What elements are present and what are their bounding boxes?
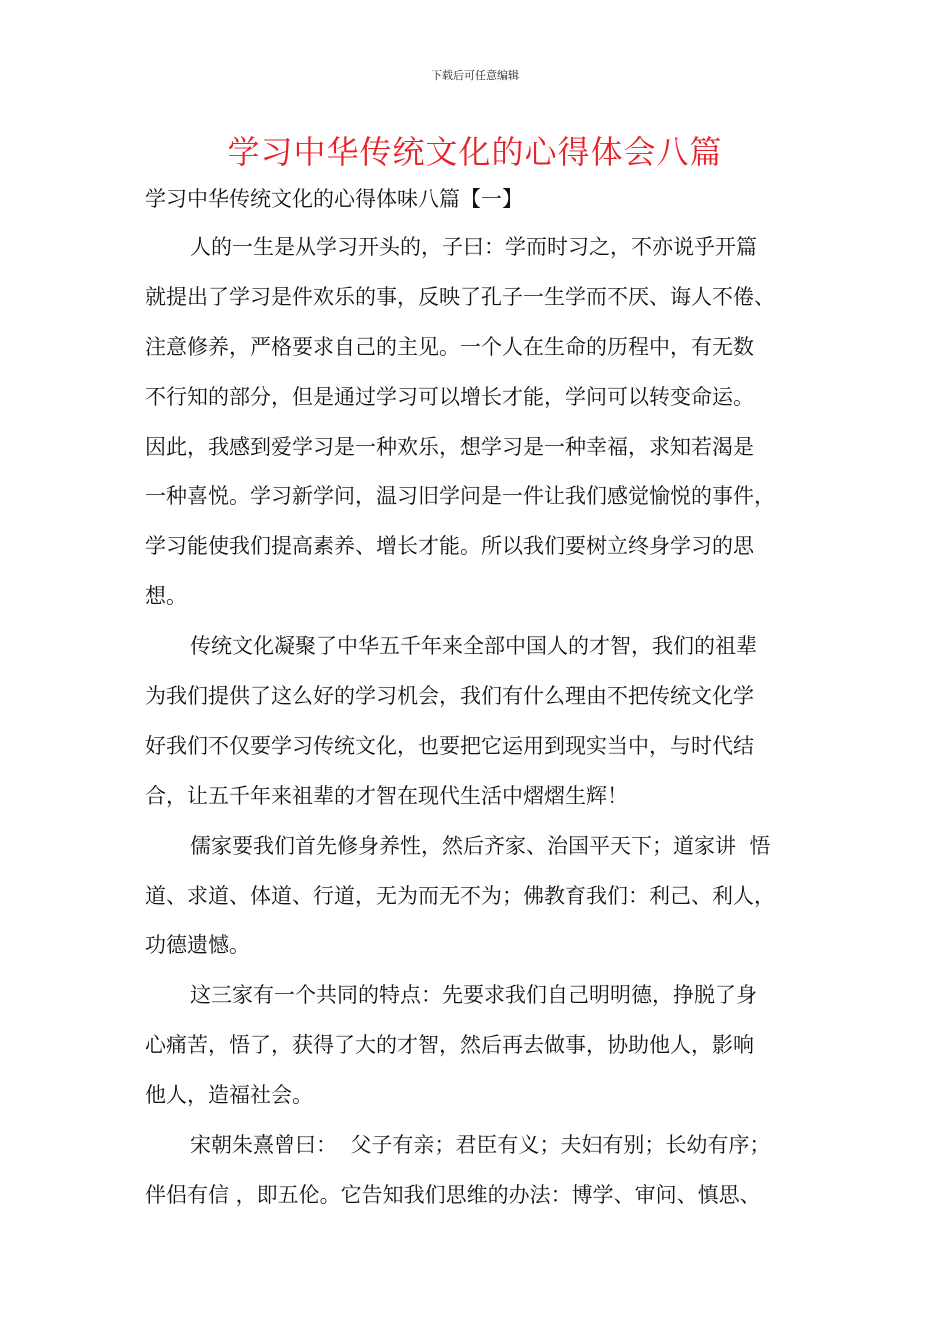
text-line: 道、求道、体道、行道，无为而无不为；佛教育我们：利己、利人， xyxy=(145,883,775,908)
text-line: 功德遗憾。 xyxy=(145,933,250,958)
text-line: 为我们提供了这么好的学习机会，我们有什么理由不把传统文化学 xyxy=(145,684,754,709)
text-line: 一种喜悦。学习新学问，温习旧学问是一件让我们感觉愉悦的事件， xyxy=(145,484,775,509)
text-line: 伴侣有信 ，即五伦。它告知我们思维的办法：博学、审问、慎思、 xyxy=(145,1182,761,1207)
document-title: 学习中华传统文化的心得体会八篇 xyxy=(227,133,723,171)
text-line: 学习能使我们提高素养、增长才能。所以我们要树立终身学习的思 xyxy=(145,534,754,559)
text-line: 就提出了学习是件欢乐的事，反映了孔子一生学而不厌、诲人不倦、 xyxy=(145,284,775,309)
header-note: 下载后可任意编辑 xyxy=(431,69,519,82)
paragraph xyxy=(145,223,810,622)
paragraph xyxy=(145,971,810,1121)
paragraph xyxy=(145,822,810,972)
text-line: 人的一生是从学习开头的，子曰：学而时习之，不亦说乎开篇 xyxy=(190,235,757,259)
text-line: 想。 xyxy=(145,584,187,609)
text-line: 心痛苦，悟了，获得了大的才智，然后再去做事，协助他人，影响 xyxy=(145,1033,754,1058)
text-line: 不行知的部分，但是通过学习可以增长才能，学问可以转变命运。 xyxy=(145,384,754,409)
text-line: 传统文化凝聚了中华五千年来全部中国人的才智，我们的祖辈 xyxy=(190,634,757,659)
text-line: 因此，我感到爱学习是一种欢乐，想学习是一种幸福，求知若渴是 xyxy=(145,434,754,459)
paragraph xyxy=(145,1121,810,1221)
text-line: 这三家有一个共同的特点：先要求我们自己明明德，挣脱了身 xyxy=(190,983,757,1008)
text-line: 合，让五千年来祖辈的才智在现代生活中熠熠生辉！ xyxy=(145,783,628,808)
text-line: 注意修养，严格要求自己的主见。一个人在生命的历程中，有无数 xyxy=(145,334,754,359)
text-line: 儒家要我们首先修身养性，然后齐家、治国平天下；道家讲 悟 xyxy=(190,833,771,858)
section-heading: 学习中华传统文化的心得体味八篇【一】 xyxy=(145,187,523,211)
text-line: 他人，造福社会。 xyxy=(145,1083,313,1108)
text-line: 好我们不仅要学习传统文化，也要把它运用到现实当中，与时代结 xyxy=(145,733,754,758)
text-line: 宋朝朱熹曾曰： 父子有亲；君臣有义；夫妇有别；长幼有序； xyxy=(190,1133,771,1158)
paragraph xyxy=(145,622,810,822)
document-body xyxy=(145,223,810,1221)
